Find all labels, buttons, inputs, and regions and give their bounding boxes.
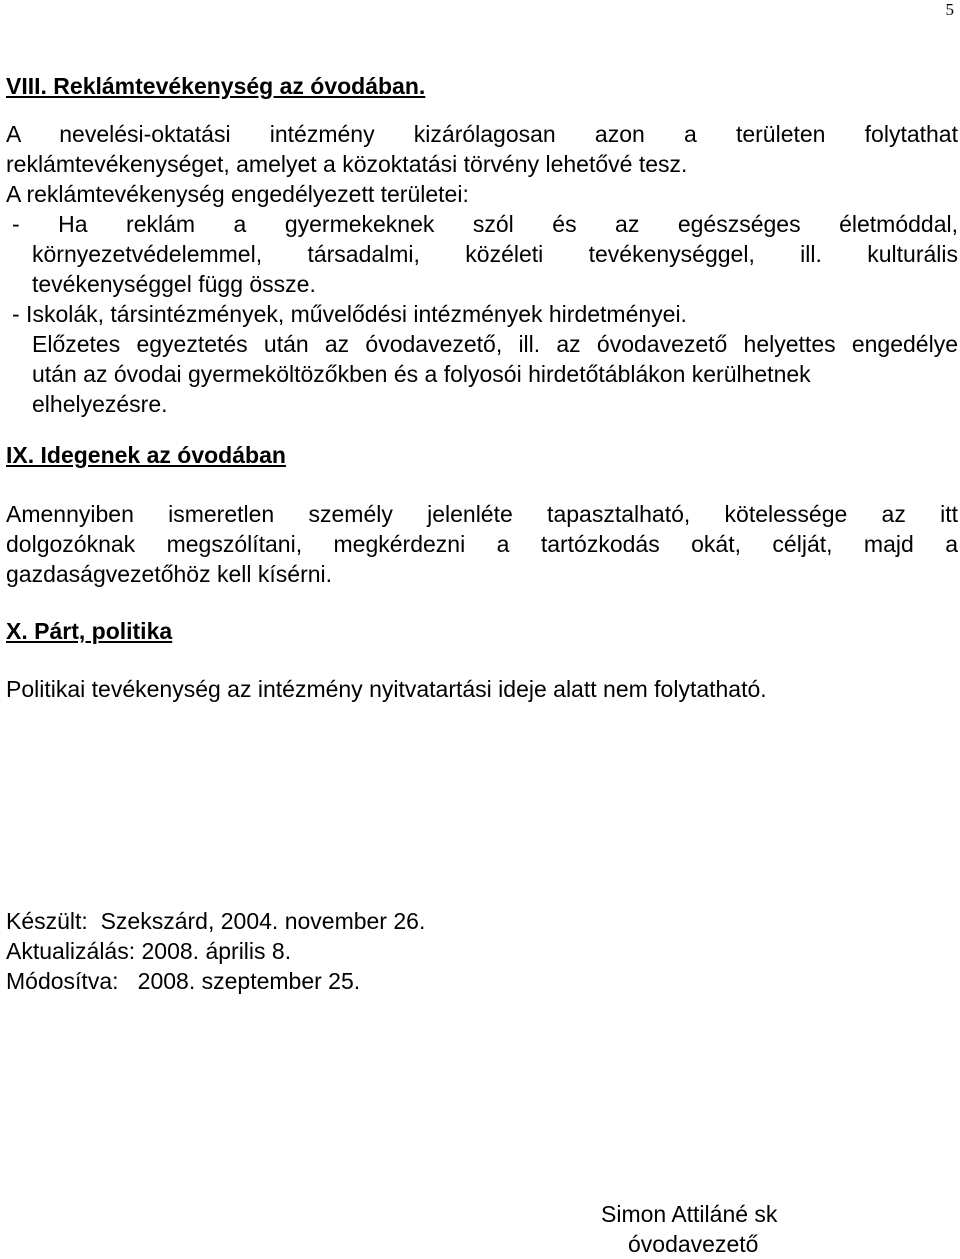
section-9-title: IX. Idegenek az óvodában [6,442,286,468]
signature-block [601,1199,777,1259]
dates-block [6,906,958,996]
section-9-line-3: gazdaságvezetőhöz kell kísérni. [6,561,333,587]
updated-date: Aktualizálás: 2008. április 8. [6,938,292,964]
section-10-title: X. Párt, politika [6,618,173,644]
section-9-line-2: dolgozóknak megszólítani, megkérdezni a tartózkodás okát, célját, majd a [6,531,958,557]
signature-title: óvodavezető [628,1231,759,1257]
section-10-body [6,674,958,704]
section-8-title: VIII. Reklámtevékenység az óvodában. [6,73,426,99]
created-date: Készült: Szekszárd, 2004. november 26. [6,908,426,934]
section-8-intro-line-1: A nevelési-oktatási intézmény kizárólagosan azon a területen folytathat [6,121,958,147]
section-9-body [6,499,958,589]
list-item-2: - Iskolák, társintézmények, művelődési intézmények hirdetményei. [12,301,687,327]
page-number: 5 [945,0,954,19]
list-item-1-line-3: tevékenységgel függ össze. [32,271,316,297]
section-8-body [6,119,958,419]
list-item-1-line-1: - Ha reklám a gyermekeknek szól és az egészséges életmóddal, [12,211,958,237]
section-10-text: Politikai tevékenység az intézmény nyitvatartási ideje alatt nem folytatható. [6,676,767,702]
list-item-2-line-1: Előzetes egyeztetés után az óvodavezető, ill. az óvodavezető helyettes engedélye [32,331,958,357]
allowed-areas-title: A reklámtevékenység engedélyezett területei: [6,181,469,207]
list-item-2-line-2: után az óvodai gyermeköltözőkben és a folyosói hirdetőtáblákon kerülhetnek [32,361,811,387]
section-8-intro-line-2: reklámtevékenységet, amelyet a közoktatási törvény lehetővé tesz. [6,151,688,177]
section-9-line-1: Amennyiben ismeretlen személy jelenléte tapasztalható, kötelessége az itt [6,501,958,527]
signature-name: Simon Attiláné sk [601,1201,778,1227]
list-item-1-line-2: környezetvédelemmel, társadalmi, közéleti tevékenységgel, ill. kulturális [32,241,958,267]
list-item-2-line-3: elhelyezésre. [32,391,168,417]
modified-date: Módosítva: 2008. szeptember 25. [6,968,361,994]
